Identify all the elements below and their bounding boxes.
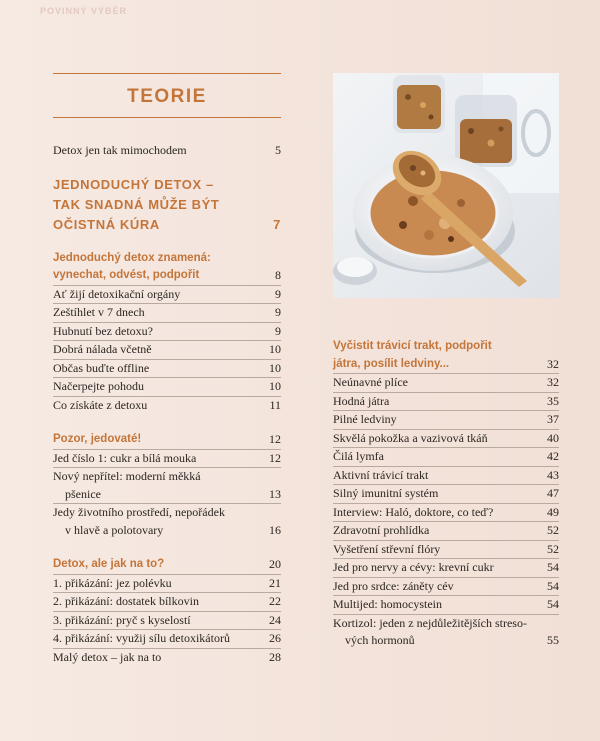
toc-entry-line: Vyšetření střevní flóry bbox=[333, 541, 441, 556]
toc-entry-page: 28 bbox=[269, 649, 281, 664]
toc-entry-title bbox=[333, 411, 405, 429]
toc-entry-title bbox=[333, 467, 436, 485]
toc-entry-title bbox=[53, 468, 209, 503]
toc-entry[interactable] bbox=[53, 323, 281, 342]
toc-entry-page: 5 bbox=[275, 143, 281, 157]
toc-entry-page: 22 bbox=[269, 594, 281, 608]
toc-entry[interactable] bbox=[53, 142, 281, 160]
toc-entry[interactable] bbox=[53, 630, 281, 649]
toc-entry-page: 10 bbox=[269, 379, 281, 393]
toc-entry-title: Dobrá nálada včetně bbox=[53, 342, 152, 356]
toc-entry-line: Zdravotní prohlídka bbox=[333, 523, 430, 537]
toc-entry[interactable] bbox=[333, 522, 559, 541]
toc-entry[interactable] bbox=[53, 304, 281, 323]
toc-entry-page: 13 bbox=[269, 486, 281, 501]
toc-entry-title: Hubnutí bez detoxu? bbox=[53, 323, 153, 338]
toc-entry[interactable] bbox=[53, 504, 281, 539]
toc-entry-page: 54 bbox=[547, 597, 559, 611]
toc-entry-title: Načerpejte pohodu bbox=[53, 379, 144, 393]
chapter-title-line: OČISTNÁ KÚRA bbox=[53, 216, 160, 232]
toc-entry-line: Jed pro nervy a cévy: krevní cukr bbox=[333, 560, 494, 574]
toc-entry[interactable] bbox=[53, 450, 281, 469]
group-heading: Pozor, jedovaté! bbox=[53, 433, 142, 445]
group-heading-line: játra, posílit ledviny... bbox=[333, 357, 450, 370]
toc-entry-page: 9 bbox=[275, 305, 281, 319]
toc-entry[interactable] bbox=[53, 593, 281, 612]
toc-entry-page: 10 bbox=[269, 360, 281, 375]
toc-entry[interactable] bbox=[333, 374, 559, 393]
toc-entry[interactable] bbox=[333, 485, 559, 504]
chapter-title-line: JEDNODUCHÝ DETOX – bbox=[53, 176, 214, 192]
toc-group bbox=[53, 250, 281, 415]
toc-entry-title bbox=[333, 374, 416, 392]
toc-entry-page: 55 bbox=[547, 633, 559, 647]
toc-entry-page: 52 bbox=[547, 541, 559, 556]
toc-entry-line: Silný imunitní systém bbox=[333, 486, 439, 500]
toc-entry[interactable] bbox=[53, 360, 281, 379]
toc-entry-title bbox=[333, 522, 437, 540]
toc-entry-title bbox=[333, 559, 502, 577]
toc-entry-page: 9 bbox=[275, 286, 281, 301]
group-heading-row[interactable] bbox=[53, 431, 281, 450]
toc-entry[interactable] bbox=[333, 430, 559, 449]
group-page: 32 bbox=[547, 356, 559, 371]
toc-entry[interactable] bbox=[53, 575, 281, 594]
toc-entry-line: Nový nepřítel: moderní měkká bbox=[53, 469, 201, 483]
toc-group bbox=[53, 556, 281, 666]
toc-entry-page: 40 bbox=[547, 430, 559, 445]
toc-entry-line: Kortizol: jeden z nejdůležitějších streso- bbox=[333, 615, 527, 630]
chapter-page: 7 bbox=[273, 216, 281, 232]
group-heading-row[interactable] bbox=[53, 556, 281, 575]
toc-entry-title: Občas buďte offline bbox=[53, 360, 150, 375]
toc-entry-title bbox=[333, 541, 448, 559]
toc-entry-page: 12 bbox=[269, 450, 281, 465]
toc-entry-title: 3. přikázání: pryč s kyselostí bbox=[53, 612, 191, 627]
toc-entry[interactable] bbox=[53, 649, 281, 667]
toc-entry[interactable] bbox=[53, 468, 281, 504]
toc-entry[interactable] bbox=[53, 612, 281, 631]
running-header: POVINNÝ VÝBĚR bbox=[40, 6, 128, 16]
chapter-title-line: TAK SNADNÁ MŮŽE BÝT bbox=[53, 196, 220, 212]
toc-entry[interactable] bbox=[333, 596, 559, 615]
toc-entry-title: 1. přikázání: jez polévku bbox=[53, 575, 172, 590]
toc-right-column bbox=[333, 338, 559, 650]
toc-entry[interactable] bbox=[53, 397, 281, 415]
toc-entry-title bbox=[53, 504, 233, 539]
toc-entry-page: 47 bbox=[547, 486, 559, 500]
section-header bbox=[53, 73, 281, 118]
toc-entry-line: pšenice bbox=[65, 486, 101, 501]
bottom-rule bbox=[53, 117, 281, 118]
toc-entry[interactable] bbox=[333, 541, 559, 560]
toc-entry[interactable] bbox=[333, 411, 559, 430]
toc-entry[interactable] bbox=[333, 559, 559, 578]
group-heading bbox=[53, 250, 219, 285]
toc-entry[interactable] bbox=[333, 393, 559, 412]
salt-dish bbox=[333, 257, 377, 285]
toc-entry-line: Aktivní trávicí trakt bbox=[333, 467, 429, 482]
toc-entry[interactable] bbox=[53, 341, 281, 360]
toc-entry-line: Interview: Haló, doktore, co teď? bbox=[333, 504, 494, 519]
group-heading-row[interactable] bbox=[53, 250, 281, 286]
group-heading-row[interactable] bbox=[333, 338, 559, 374]
group-heading-line: vynechat, odvést, podpořit bbox=[53, 269, 200, 281]
toc-entry-title: Malý detox – jak na to bbox=[53, 649, 162, 664]
toc-entry[interactable] bbox=[53, 286, 281, 305]
toc-left-column bbox=[53, 142, 281, 666]
toc-entry-page: 37 bbox=[547, 412, 559, 426]
toc-entry-line: Jed pro srdce: záněty cév bbox=[333, 578, 454, 593]
toc-entry-line: Skvělá pokožka a vazivová tkáň bbox=[333, 430, 488, 445]
toc-entry-title bbox=[333, 485, 446, 503]
toc-entry-page: 49 bbox=[547, 504, 559, 519]
chapter-entry[interactable] bbox=[53, 175, 281, 235]
chapter-title bbox=[53, 175, 227, 235]
toc-entry-title: Zeštíhlet v 7 dnech bbox=[53, 305, 145, 319]
toc-entry-page: 54 bbox=[547, 578, 559, 593]
toc-entry-title bbox=[333, 578, 462, 596]
toc-entry-line: Neúnavné plíce bbox=[333, 375, 408, 389]
toc-entry-page: 42 bbox=[547, 449, 559, 463]
granola-bowl-illustration bbox=[333, 73, 559, 298]
toc-group bbox=[53, 431, 281, 539]
toc-entry-title bbox=[333, 596, 450, 614]
toc-entry-title bbox=[333, 430, 496, 448]
toc-entry-line: Multijed: homocystein bbox=[333, 597, 442, 611]
food-photo bbox=[333, 73, 559, 298]
toc-entry-page: 24 bbox=[269, 612, 281, 627]
toc-entry-line: vých hormonů bbox=[345, 633, 415, 647]
group-heading-line: Vyčistit trávicí trakt, podpořit bbox=[333, 340, 492, 352]
toc-entry-line: Jedy životního prostředí, nepořádek bbox=[53, 505, 225, 519]
toc-entry-title: Detox jen tak mimochodem bbox=[53, 143, 187, 157]
toc-entry[interactable] bbox=[333, 448, 559, 467]
toc-entry[interactable] bbox=[53, 378, 281, 397]
toc-entry-page: 43 bbox=[547, 467, 559, 482]
toc-entry-title: Co získáte z detoxu bbox=[53, 397, 148, 412]
group-heading bbox=[333, 338, 500, 373]
toc-entry-title: Ať žijí detoxikační orgány bbox=[53, 286, 181, 301]
toc-entry-title bbox=[333, 393, 397, 411]
toc-entry-title: 2. přikázání: dostatek bílkovin bbox=[53, 594, 199, 608]
toc-entry-page: 11 bbox=[269, 397, 281, 412]
group-page: 20 bbox=[269, 557, 281, 571]
toc-entry-page: 26 bbox=[269, 631, 281, 645]
toc-entry-title bbox=[333, 504, 501, 522]
toc-entry-line: v hlavě a polotovary bbox=[65, 522, 164, 537]
toc-entry[interactable] bbox=[333, 467, 559, 486]
toc-entry-title: 4. přikázání: využij sílu detoxikátorů bbox=[53, 631, 230, 645]
toc-entry-page: 9 bbox=[275, 323, 281, 338]
group-heading: Detox, ale jak na to? bbox=[53, 558, 165, 570]
toc-entry-line: Hodná játra bbox=[333, 393, 390, 408]
group-page: 8 bbox=[275, 268, 281, 282]
toc-entry[interactable] bbox=[333, 578, 559, 597]
toc-entry[interactable] bbox=[333, 615, 559, 650]
toc-entry-page: 21 bbox=[269, 575, 281, 590]
toc-entry-page: 16 bbox=[269, 522, 281, 537]
toc-entry-line: Čilá lymfa bbox=[333, 449, 384, 463]
toc-entry-title bbox=[333, 448, 392, 466]
group-page: 12 bbox=[269, 432, 281, 446]
toc-entry-title bbox=[333, 615, 535, 650]
toc-entry-page: 35 bbox=[547, 393, 559, 408]
glass-jar bbox=[393, 75, 445, 133]
group-heading-line: Jednoduchý detox znamená: bbox=[53, 251, 211, 264]
toc-entry-page: 10 bbox=[269, 342, 281, 356]
toc-entry[interactable] bbox=[333, 504, 559, 523]
toc-entry-page: 32 bbox=[547, 375, 559, 389]
toc-entry-title: Jed číslo 1: cukr a bílá mouka bbox=[53, 450, 197, 465]
toc-entry-line: Pilné ledviny bbox=[333, 412, 397, 426]
toc-entry-page: 54 bbox=[547, 560, 559, 574]
section-title: TEORIE bbox=[127, 86, 207, 107]
toc-entry-page: 52 bbox=[547, 523, 559, 537]
